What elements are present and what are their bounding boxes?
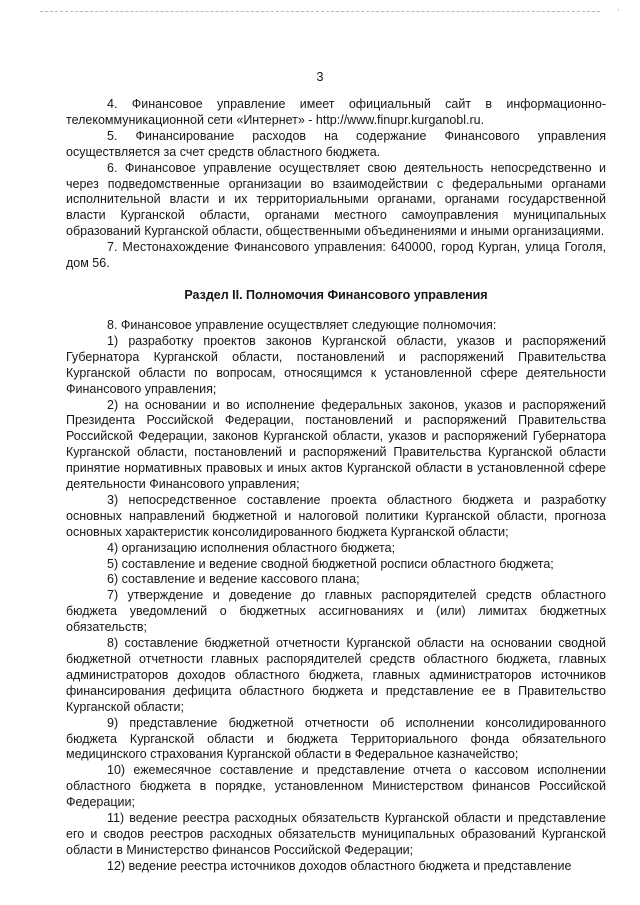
- list-item: 8) составление бюджетной отчетности Курганской области на основании сводной бюджетной отчетности главных распорядителей средств областного бюджета, главных администраторов доходов областного бюджета, главных администраторов источников финансирования дефицита областного бюджета и представление ее в Правительство Курганской области;: [66, 636, 606, 714]
- list-item: 4) организацию исполнения областного бюджета;: [107, 540, 396, 555]
- list-item: 2) на основании и во исполнение федеральных законов, указов и распоряжений Президента Российской Федерации, постановлений и распоряжений Правительства Российской Федерации, законов Курганской области, указов и распоряжений Губернатора Курганской области, постановлений и распоряжений Правительства Курганской области принятие нормативных правовых и иных актов Курганской области в установленной сфере деятельности Финансового управления;: [66, 397, 606, 492]
- list-item: 10) ежемесячное составление и представление отчета о кассовом исполнении областного бюджета в порядке, установленном Министерством финансов Российской Федерации;: [66, 763, 606, 810]
- scan-edge-line: [40, 11, 600, 12]
- list-item: 3) непосредственное составление проекта областного бюджета и разработку основных направлений бюджетной и налоговой политики Курганской области, прогноза основных характеристик консолидированного бюджета Курганской области;: [66, 492, 606, 539]
- document-body: [66, 97, 606, 875]
- paragraph: 6. Финансовое управление осуществляет свою деятельность непосредственно и через подведомственные организации во взаимодействии с федеральными органами исполнительной власти и их территориальными органами, органами государственной власти Курганской области, органами местного самоуправления муниципальных образований Курганской области, общественными объединениями и иными организациями.: [66, 160, 606, 239]
- list-item: 12) ведение реестра источников доходов областного бюджета и представление: [107, 858, 572, 873]
- list-item: 5) составление и ведение сводной бюджетной росписи областного бюджета;: [107, 556, 554, 571]
- scan-mark: ·: [617, 6, 620, 16]
- paragraph: 5. Финансирование расходов на содержание Финансового управления осуществляется за счет средств областного бюджета.: [66, 128, 606, 159]
- list-item: 7) утверждение и доведение до главных распорядителей средств областного бюджета уведомлений о бюджетных ассигнованиях и (или) лимитах бюджетных обязательств;: [66, 588, 606, 635]
- list-item: 11) ведение реестра расходных обязательств Курганской области и представление его и сводов реестров расходных обязательств муниципальных образований Курганской области в Министерство финансов Российской Федерации;: [66, 811, 606, 857]
- list-item: 1) разработку проектов законов Курганской области, указов и распоряжений Губернатора Курганской области, постановлений и распоряжений Правительства Курганской области по вопросам, относящимся к установленной сфере деятельности Финансового управления;: [66, 333, 606, 396]
- section-heading: Раздел II. Полномочия Финансового управления: [184, 287, 488, 302]
- paragraph: 7. Местонахождение Финансового управления: 640000, город Курган, улица Гоголя, дом 56.: [66, 240, 606, 271]
- paragraph: 8. Финансовое управление осуществляет следующие полномочия:: [107, 317, 497, 332]
- page-number: 3: [316, 70, 324, 84]
- list-item: 9) представление бюджетной отчетности об исполнении консолидированного бюджета Курганской области и бюджета Территориального фонда обязательного медицинского страхования Курганской области в Федеральное казначейство;: [66, 715, 606, 762]
- paragraph: 4. Финансовое управление имеет официальный сайт в информационно-телекоммуникационной сети «Интернет» - http://www.finupr.kurganobl.ru.: [66, 97, 606, 127]
- list-item: 6) составление и ведение кассового плана;: [107, 572, 360, 587]
